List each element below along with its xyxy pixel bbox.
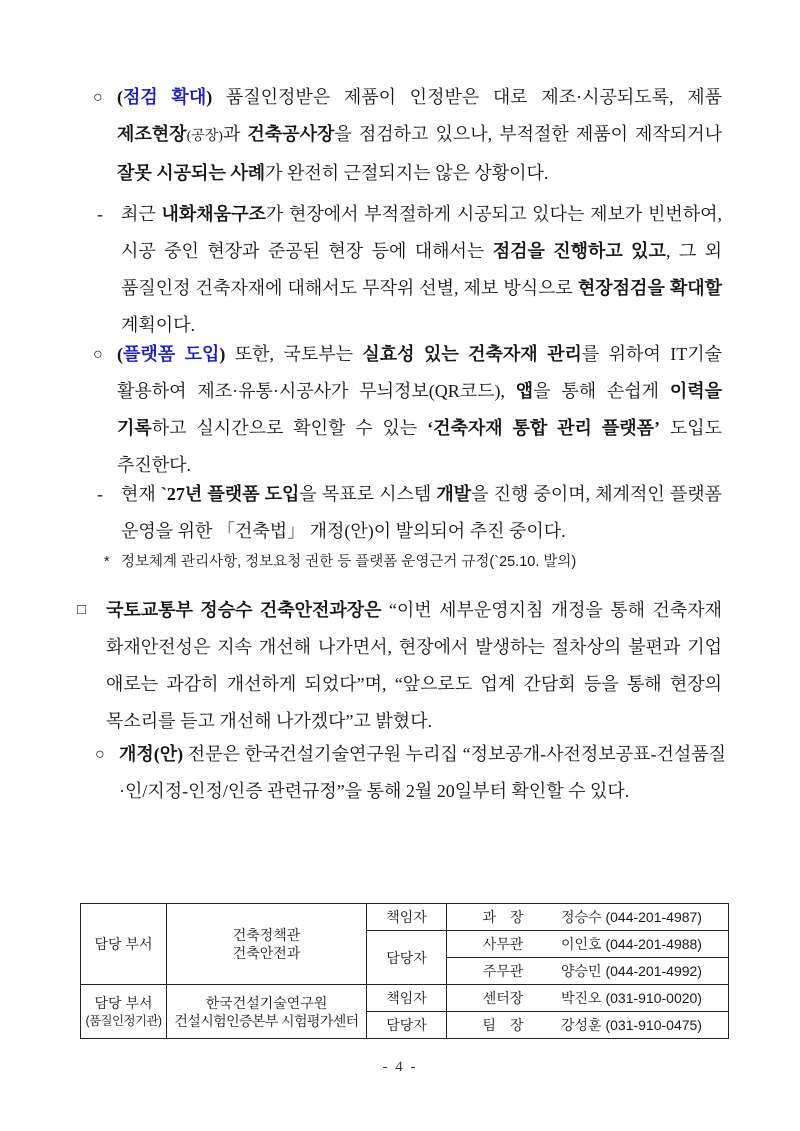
page-number: - 4 - (382, 1059, 418, 1075)
text-run: 품질인정받은 제품이 인정받은 대로 제조·시공되도록, 제품 (225, 87, 722, 107)
paragraph-inspection-expansion (93, 79, 722, 192)
text-run: ( (117, 87, 123, 107)
text-run: “이번 세부운영지침 개정을 통해 건축자재 화재안전성은 지속 개선해 나가면서, 현장에서 발생하는 절차상의 불편과 기업 애로는 과감히 개선하게 되었다”며, “앞으로도 업계 간담회 등을 통해 현장의 목소리를 듣고 개선해 나가겠다”고 밝혔다. (106, 600, 722, 731)
circle-bullet-icon: ○ (93, 346, 103, 363)
text-run: 전문은 한국건설기술연구원 누리집 “정보공개-사전정보공표​-건설품질·인/지정-인정/인증 관련규정”을 통해 2월 20일부터 확인할 수 있다. (119, 744, 726, 801)
job-title: 사무관 (482, 936, 524, 952)
dash-bullet-icon: - (97, 484, 103, 504)
org-line: 건설시험인증본부 시험평가센터 (174, 1012, 359, 1029)
text-run: ) (206, 87, 226, 107)
text-run: 건축공사장 (247, 124, 335, 144)
paragraph-official-quote (77, 592, 722, 740)
text-run: 가 완전히 근절되지는 않은 상황이다. (265, 163, 549, 183)
name-phone: 정승수 (044-201-4987) (561, 909, 702, 925)
text-run-highlight: 플랫폼 도입 (123, 344, 220, 364)
text-run: 가 현장에서 부적절하게 시공되고 있다는 제보가 빈번하여, 시공 중인 현장과 준공된 현장 등에 대해서는 (121, 204, 723, 261)
paragraph-platform-schedule (97, 476, 722, 550)
role-cell: 담당자 (367, 1012, 447, 1039)
text-run: 을 목표로 시스템 (299, 484, 437, 504)
asterisk-icon: * (104, 554, 110, 570)
text-run: 현재 (121, 484, 161, 504)
dept-org-cell (167, 985, 367, 1039)
text-run: 앱 (515, 381, 534, 401)
name-phone: 강성훈 (031-910-0475) (561, 1017, 702, 1033)
paragraph-amendment-access (95, 736, 726, 810)
paragraph-firestop-report (97, 196, 722, 344)
text-run: 개정(안) (119, 744, 184, 764)
text-run: `27년 플랫폼 도입 (160, 484, 300, 504)
text-run: 최근 (121, 204, 162, 224)
text-run: 을 점검하고 있으나, 부적절한 제품이 제작되거나 (334, 124, 722, 144)
text-run: ‘건축자재 통합 관리 플랫폼’ (427, 418, 660, 438)
circle-bullet-icon: ○ (93, 89, 103, 106)
name-phone: 박진오 (031-910-0020) (561, 990, 702, 1006)
contact-cell (447, 1012, 729, 1039)
paragraph-platform-introduction (93, 336, 722, 484)
square-bullet-icon: □ (77, 602, 87, 618)
text-run: 또한, 국토부는 (234, 344, 363, 364)
job-title: 센터장 (482, 990, 524, 1006)
footnote-text: 정보체계 관리사항, 정보요청 권한 등 플랫폼 운영근거 규정(`25.10. 발의) (121, 554, 577, 570)
dept-label-cell (81, 985, 167, 1039)
table-row (81, 985, 729, 1012)
name-phone: 이인호 (044-201-4988) (561, 936, 702, 952)
text-run: (공장) (186, 129, 223, 144)
contact-cell (447, 985, 729, 1012)
job-title: 주무관 (482, 963, 524, 979)
contact-cell (447, 931, 729, 958)
text-run: 을 통해 손쉽게 (533, 381, 670, 401)
dash-bullet-icon: - (97, 204, 103, 224)
text-run: 잘못 시공되는 사례 (117, 163, 266, 183)
text-run: ) (219, 344, 235, 364)
text-run: 내화채움구조 (161, 204, 266, 224)
text-run: 과 (222, 124, 248, 144)
text-run: ( (117, 344, 123, 364)
text-run: 제조현장 (117, 124, 187, 144)
table-row (81, 904, 729, 931)
text-run: 계획이다. (121, 315, 196, 335)
role-cell: 담당자 (367, 931, 447, 985)
text-run: 점검을 진행하고 있고 (492, 241, 666, 261)
text-run: 국토교통부 정승수 건축안전과장은 (106, 600, 382, 620)
name-phone: 양승민 (044-201-4992) (561, 963, 702, 979)
text-run: 를 위하여 IT기술 활용하여 제조·유통·시공사가 무늬정보(QR코드), (117, 344, 722, 401)
role-cell: 책임자 (367, 904, 447, 931)
dept-label-line: (품질인정기관) (85, 1013, 162, 1028)
text-run: 개발 (436, 484, 472, 504)
org-line: 한국건설기술연구원 (205, 994, 328, 1011)
text-run: 하고 실시간으로 확인할 수 있는 (151, 418, 428, 438)
text-run: 을 진행 중이며, 체계적인 플랫폼 운영을 위한 「건축법」 개정(안)이 발의되어 추진 중이다. (121, 484, 723, 541)
job-title: 과 장 (482, 909, 524, 925)
dept-label-cell: 담당 부서 (81, 904, 167, 985)
text-run-highlight: 점검 확대 (123, 87, 207, 107)
text-run: 현장점검을 확대할 (577, 278, 723, 298)
contact-info-table (80, 903, 729, 1039)
circle-bullet-icon: ○ (95, 746, 105, 763)
contact-cell (447, 904, 729, 931)
text-run: 실효성 있는 건축자재 관리 (362, 344, 582, 364)
text-run: , 그 외 품질인정 건축자재에 대해서도 무작위 선별, 제보 방식으로 (121, 241, 722, 298)
contact-cell (447, 958, 729, 985)
org-line: 건축안전과 (232, 945, 301, 961)
text-run: 도입도 추진한다. (117, 418, 722, 475)
dept-label-line: 담당 부서 (94, 994, 153, 1011)
footnote-platform-legal-basis (104, 551, 720, 573)
job-title: 팀 장 (482, 1017, 524, 1033)
text-run: 이력을 기록 (117, 381, 723, 438)
dept-org-cell (167, 904, 367, 985)
org-line: 건축정책관 (232, 927, 301, 943)
role-cell: 책임자 (367, 985, 447, 1012)
